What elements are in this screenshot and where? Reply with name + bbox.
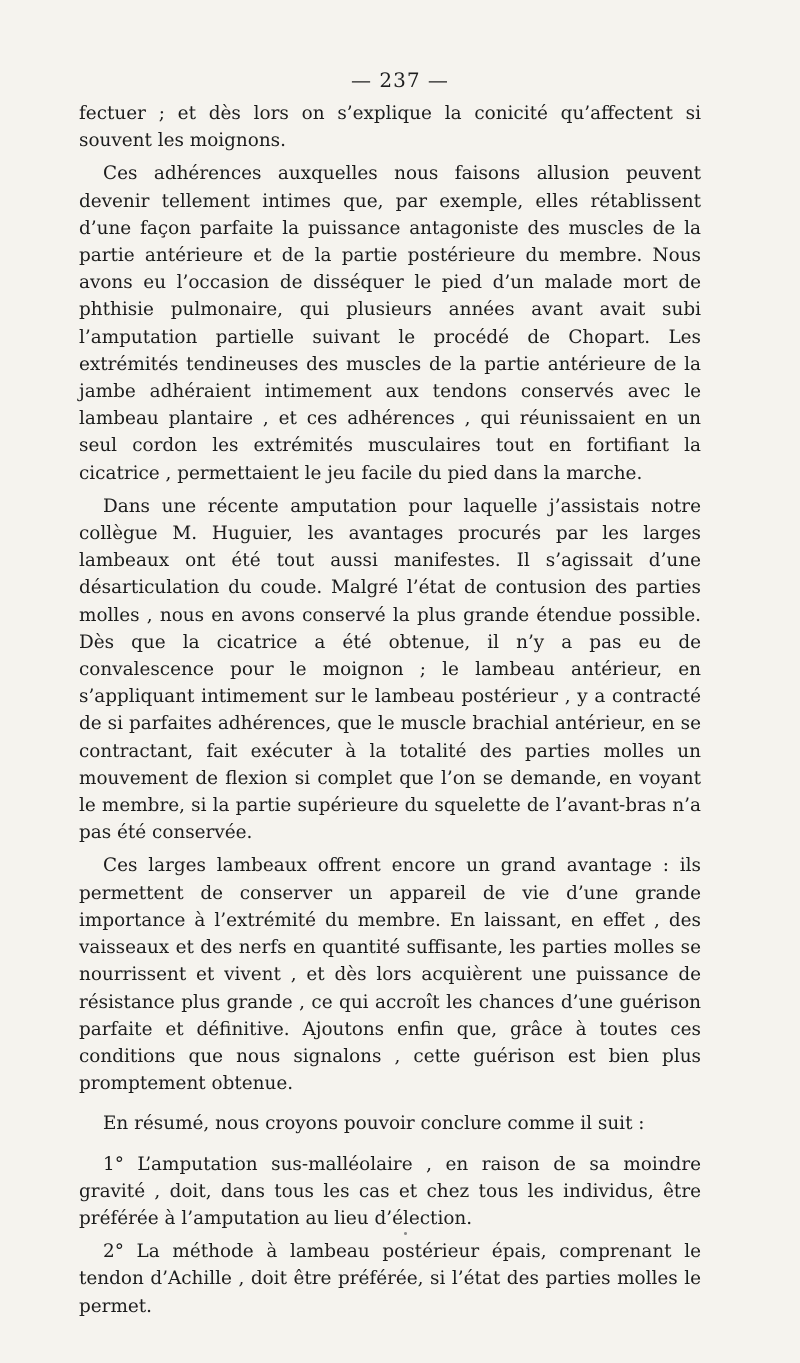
page-number: — 237 — bbox=[351, 68, 449, 92]
paragraph-2: Ces adhérences auxquelles nous faisons allusion peuvent devenir tellement intimes que, par exemple, elles rétablissent d’une façon parfaite la puissance antagoniste des muscles de la partie antérieure et de la partie postérieure du membre. Nous avons eu l’occasion de disséquer le pied d’un malade mort de phthisie pulmonaire, qui plusieurs années avant avait subi l’amputation partielle suivant le procédé de Chopart. Les extrémités tendineuses des muscles de la partie antérieure de la jambe adhéraient intimement aux tendons conservés avec le lambeau plantaire , et ces adhérences , qui réunissaient en un seul cordon les extrémités musculaires tout en fortifiant la cicatrice , permettaient le jeu facile du pied dans la marche. bbox=[79, 163, 701, 484]
body-text bbox=[79, 100, 701, 1320]
paragraph-1: fectuer ; et dès lors on s’explique la conicité qu’affectent si souvent les moignons. bbox=[79, 103, 701, 152]
conclusion-item-1: 1° L’amputation sus-malléolaire , en raison de sa moindre gravité , doit, dans tous les cas et chez tous les individus, être préférée à l’amputation au lieu d’élection. bbox=[79, 1153, 701, 1229]
ink-speck bbox=[404, 1232, 407, 1235]
paragraph-4: Ces larges lambeaux offrent encore un grand avantage : ils permettent de conserver un appareil de vie d’une grande importance à l’extrémité du membre. En laissant, en effet , des vaisseaux et des nerfs en quantité suffisante, les parties molles se nourrissent et vivent , et dès lors acquièrent une puissance de résistance plus grande , ce qui accroît les chances d’une guérison parfaite et définitive. Ajoutons enfin que, grâce à toutes ces conditions que nous signalons , cette guérison est bien plus promptement obtenue. bbox=[79, 855, 701, 1095]
paragraph-3: Dans une récente amputation pour laquelle j’assistais notre collègue M. Huguier, les avantages procurés par les larges lambeaux ont été tout aussi manifestes. Il s’agissait d’une désarticulation du coude. Malgré l’état de contusion des parties molles , nous en avons conservé la plus grande étendue possible. Dès que la cicatrice a été obtenue, il n’y a pas eu de convalescence pour le moignon ; le lambeau antérieur, en s’appliquant intimement sur le lambeau postérieur , y a contracté de si parfaites adhérences, que le muscle brachial antérieur, en se contractant, fait exécuter à la totalité des parties molles un mouvement de flexion si complet que l’on se demande, en voyant le membre, si la partie supérieure du squelette de l’avant-bras n’a pas été conservée. bbox=[79, 495, 701, 844]
conclusion-item-2: 2° La méthode à lambeau postérieur épais, comprenant le tendon d’Achille , doit être préférée, si l’état des parties molles le permet. bbox=[79, 1241, 701, 1317]
paragraph-5: En résumé, nous croyons pouvoir conclure comme il suit : bbox=[103, 1113, 645, 1135]
